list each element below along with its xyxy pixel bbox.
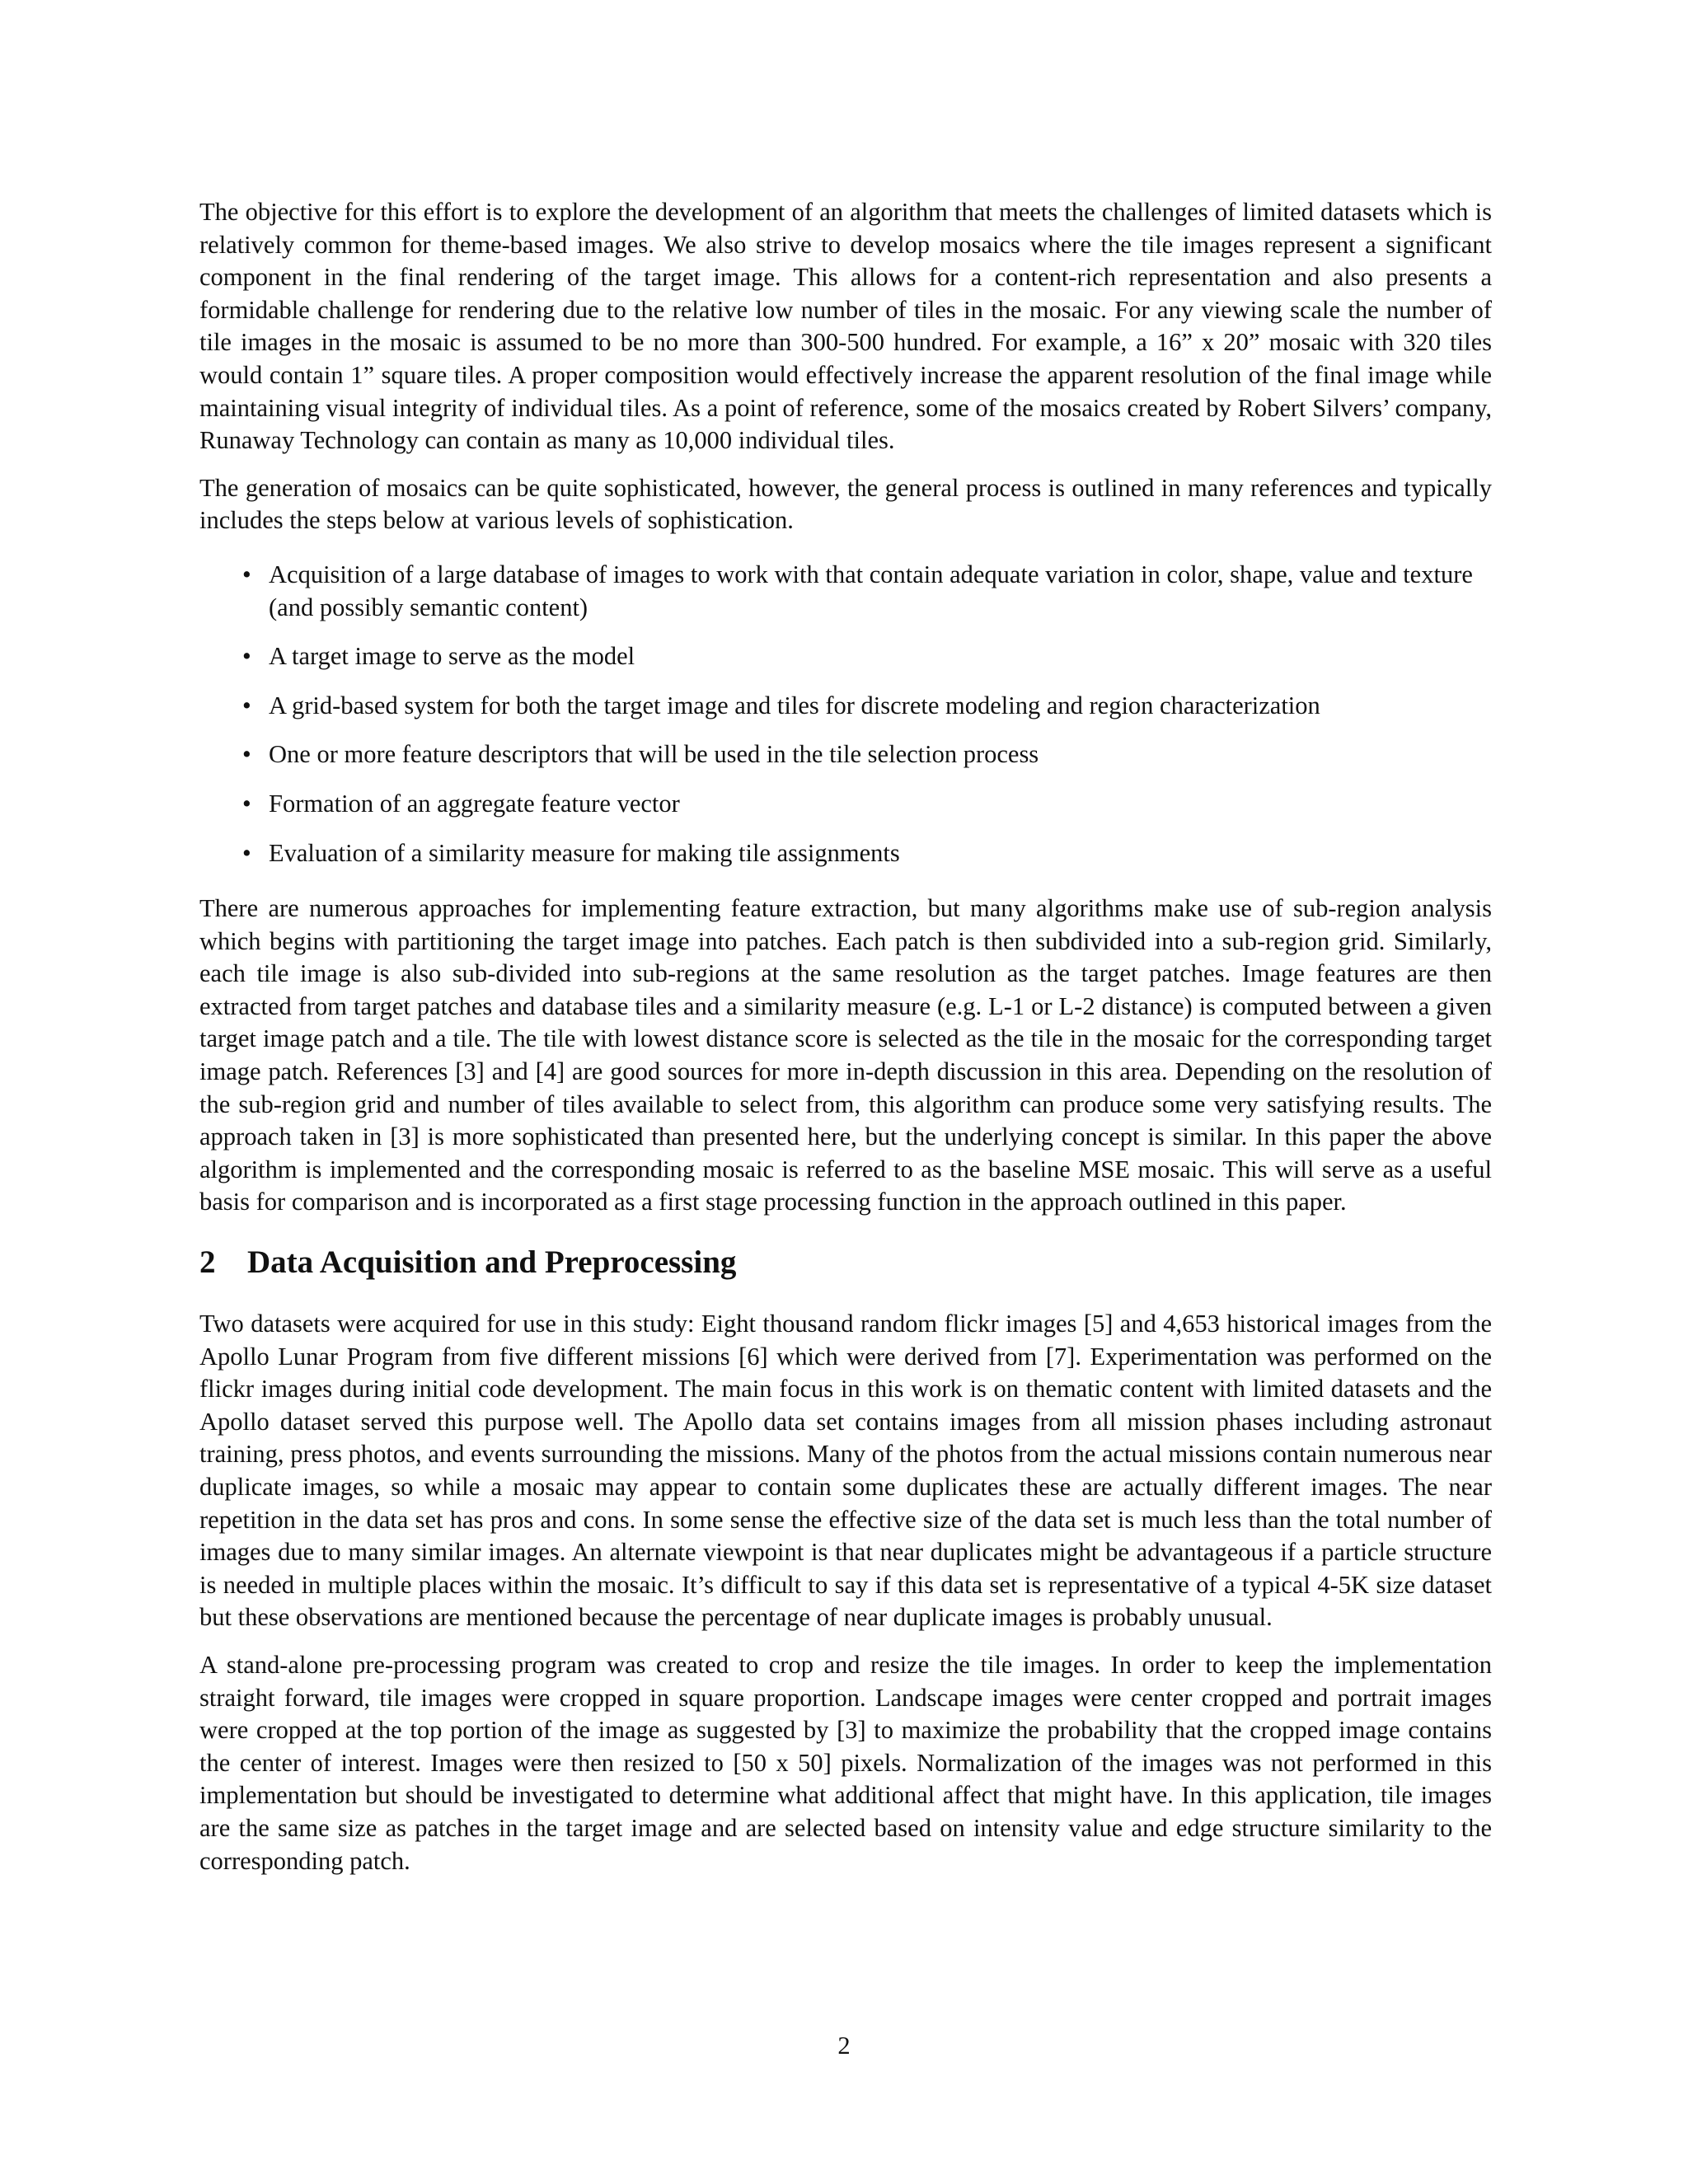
- preprocessing-paragraph: A stand-alone pre-processing program was created to crop and resize the tile images. In order to keep the implementation straight forward, tile images were cropped in square proportion. Landscape images were center cropped and portrait images were cropped at the top portion of the image as suggested by [3] to maximize the probability that the cropped image contains the center of interest. Images were then resized to [50 x 50] pixels. Normalization of the images was not performed in this implementation but should be investigated to determine what additional affect that might have. In this application, tile images are the same size as patches in the target image and are selected based on intensity value and edge structure similarity to the corresponding patch.: [199, 1650, 1492, 1875]
- list-item: • Acquisition of a large database of images to work with that contain adequate variation in color, shape, value and texture (and possibly semantic content): [242, 560, 1473, 621]
- bullet-icon: •: [242, 560, 251, 588]
- list-item: • A grid-based system for both the target image and tiles for discrete modeling and region characterization: [269, 690, 1492, 723]
- bullet-icon: •: [242, 789, 251, 818]
- bullet-icon: •: [242, 642, 251, 671]
- list-item: • Formation of an aggregate feature vector: [269, 788, 1492, 821]
- bullet-icon: •: [242, 740, 251, 769]
- bullet-icon: •: [242, 838, 251, 867]
- intro-paragraph-generation: The generation of mosaics can be quite sophisticated, however, the general process is outlined in many references and typically includes the steps below at various levels of sophistication.: [199, 473, 1492, 535]
- page-body: [199, 196, 1492, 1877]
- datasets-paragraph: Two datasets were acquired for use in this study: Eight thousand random flickr images [5] and 4,653 historical images from the Apollo Lunar Program from five different missions [6] which were derived from [7]. Experimentation was performed on the flickr images during initial code development. The main focus in this work is on thematic content with limited datasets and the Apollo dataset served this purpose well. The Apollo data set contains images from all mission phases including astronaut training, press photos, and events surrounding the missions. Many of the photos from the actual missions contain numerous near duplicate images, so while a mosaic may appear to contain some duplicates these are actually different images. The near repetition in the data set has pros and cons. In some sense the effective size of the data set is much less than the total number of images due to many similar images. An alternate viewpoint is that near duplicates might be advantageous if a particle structure is needed in multiple places within the mosaic. It’s difficult to say if this data set is representative of a typical 4-5K size dataset but these observations are mentioned because the percentage of near duplicate images is probably unusual.: [199, 1310, 1492, 1632]
- section-title: Data Acquisition and Preprocessing: [247, 1244, 737, 1281]
- bullet-icon: •: [242, 691, 251, 719]
- intro-paragraph-objective: The objective for this effort is to explore the development of an algorithm that meets the challenges of limited datasets which is relatively common for theme-based images. We also strive to develop mosaics where the tile images represent a significant component in the final rendering of the target image. This allows for a content-rich representation and also presents a formidable challenge for rendering due to the relative low number of tiles in the mosaic. For any viewing scale the number of tile images in the mosaic is assumed to be no more than 300-500 hundred. For example, a 16” x 20” mosaic with 320 tiles would contain 1” square tiles. A proper composition would effectively increase the apparent resolution of the final image while maintaining visual integrity of individual tiles. As a point of reference, some of the mosaics created by Robert Silvers’ company, Runaway Technology can contain as many as 10,000 individual tiles.: [199, 198, 1492, 455]
- list-item: • A target image to serve as the model: [269, 640, 1492, 673]
- section-heading: [199, 1244, 1492, 1282]
- list-item: • Evaluation of a similarity measure for making tile assignments: [269, 837, 1492, 870]
- feature-extraction-paragraph: There are numerous approaches for implementing feature extraction, but many algorithms make use of sub-region analysis which begins with partitioning the target image into patches. Each patch is then subdivided into a sub-region grid. Similarly, each tile image is also sub-divided into sub-regions at the same resolution as the target patches. Image features are then extracted from target patches and database tiles and a similarity measure (e.g. L-1 or L-2 distance) is computed between a given target image patch and a tile. The tile with lowest distance score is selected as the tile in the mosaic for the corresponding target image patch. References [3] and [4] are good sources for more in-depth discussion in this area. Depending on the resolution of the sub-region grid and number of tiles available to select from, this algorithm can produce some very satisfying results. The approach taken in [3] is more sophisticated than presented here, but the underlying concept is similar. In this paper the above algorithm is implemented and the corresponding mosaic is referred to as the baseline MSE mosaic. This will serve as a useful basis for comparison and is incorporated as a first stage processing function in the approach outlined in this paper.: [199, 894, 1492, 1216]
- list-item: • One or more feature descriptors that will be used in the tile selection process: [269, 738, 1492, 771]
- mosaic-steps-list: [199, 559, 1492, 869]
- section-number: 2: [199, 1244, 216, 1281]
- page-number: 2: [837, 2032, 851, 2060]
